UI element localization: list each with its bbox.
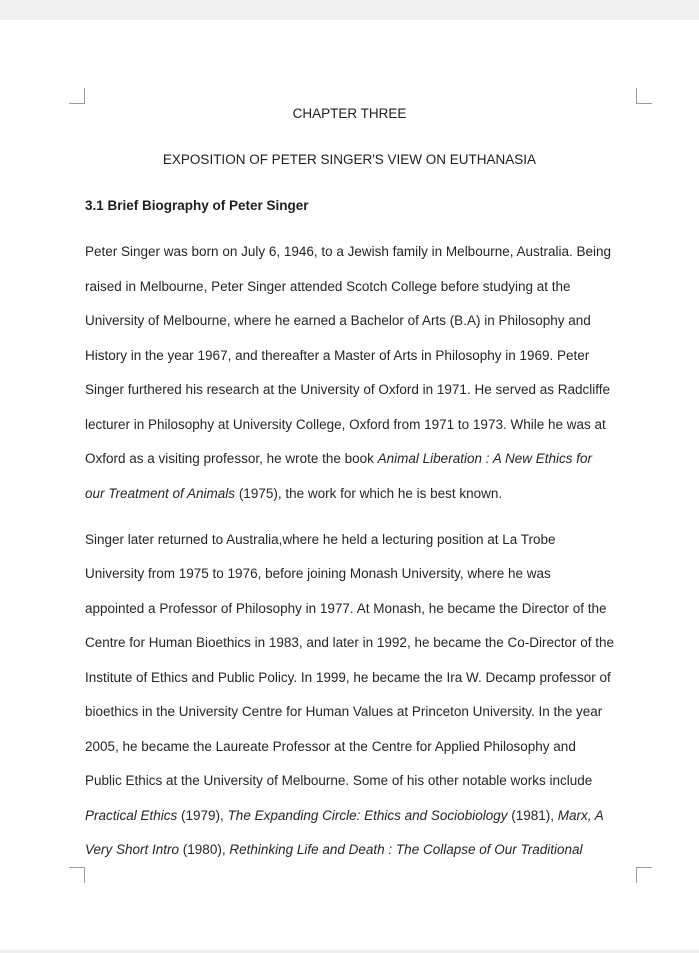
paragraph2-line4: Centre for Human Bioethics in 1983, and later in 1992, he became the Co-Director of the <box>85 635 615 650</box>
margin-corner-bottom-left <box>69 867 85 883</box>
book-title-expanding-circle: The Expanding Circle: Ethics and Sociobiology <box>227 808 508 823</box>
paragraph1-line8 <box>85 486 502 501</box>
document-page[interactable] <box>0 20 699 950</box>
book-title-practical-ethics: Practical Ethics <box>85 808 178 823</box>
paragraph2-line6: bioethics in the University Centre for Human Values at Princeton University. In the year <box>85 704 603 719</box>
paragraph2-line10 <box>85 842 583 857</box>
margin-corner-top-right <box>636 88 652 104</box>
paragraph2-line9 <box>85 808 604 823</box>
paragraph1-line2: raised in Melbourne, Peter Singer attended Scotch College before studying at the <box>85 279 571 294</box>
paragraph2-line2: University from 1975 to 1976, before joining Monash University, where he was <box>85 566 551 581</box>
paragraph1-line7 <box>85 451 592 466</box>
book-title-animal-liberation-part1: Animal Liberation : A New Ethics for <box>377 451 592 466</box>
paragraph1-line4: History in the year 1967, and thereafter a Master of Arts in Philosophy in 1969. Peter <box>85 348 590 363</box>
paragraph1-line3: University of Melbourne, where he earned a Bachelor of Arts (B.A) in Philosophy and <box>85 313 591 328</box>
paragraph2-line9-plain-b: (1981), <box>507 808 558 823</box>
chapter-heading: CHAPTER THREE <box>292 106 407 121</box>
paragraph1-line7-plain: Oxford as a visiting professor, he wrote the book <box>85 451 378 466</box>
top-toolbar-strip <box>0 0 699 20</box>
margin-corner-bottom-right <box>636 867 652 883</box>
paragraph2-line10-plain-a: (1980), <box>179 842 230 857</box>
paragraph1-line5: Singer furthered his research at the University of Oxford in 1971. He served as Radcliffe <box>85 382 611 397</box>
book-title-animal-liberation-part2: our Treatment of Animals <box>85 486 236 501</box>
paragraph1-line1: Peter Singer was born on July 6, 1946, to a Jewish family in Melbourne, Australia. Being <box>85 244 612 259</box>
book-title-marx-part2: Very Short Intro <box>85 842 180 857</box>
book-title-rethinking-life: Rethinking Life and Death : The Collapse of Our Traditional <box>229 842 583 857</box>
paragraph2-line5: Institute of Ethics and Public Policy. In 1999, he became the Ira W. Decamp professor of <box>85 670 611 685</box>
paragraph2-line7: 2005, he became the Laureate Professor at the Centre for Applied Philosophy and <box>85 739 576 754</box>
book-title-marx-part1: Marx, A <box>557 808 604 823</box>
paragraph2-line8: Public Ethics at the University of Melbourne. Some of his other notable works include <box>85 773 593 788</box>
paragraph2-line3: appointed a Professor of Philosophy in 1977. At Monash, he became the Director of the <box>85 601 607 616</box>
paragraph1-line6: lecturer in Philosophy at University College, Oxford from 1971 to 1973. While he was at <box>85 417 606 432</box>
paragraph2-line9-plain-a: (1979), <box>177 808 228 823</box>
paragraph2-line1: Singer later returned to Australia,where he held a lecturing position at La Trobe <box>85 532 556 547</box>
margin-corner-top-left <box>69 88 85 104</box>
chapter-title: EXPOSITION OF PETER SINGER'S VIEW ON EUTHANASIA <box>162 152 537 167</box>
section-heading: 3.1 Brief Biography of Peter Singer <box>85 198 309 213</box>
paragraph1-line8-plain: (1975), the work for which he is best known. <box>235 486 503 501</box>
